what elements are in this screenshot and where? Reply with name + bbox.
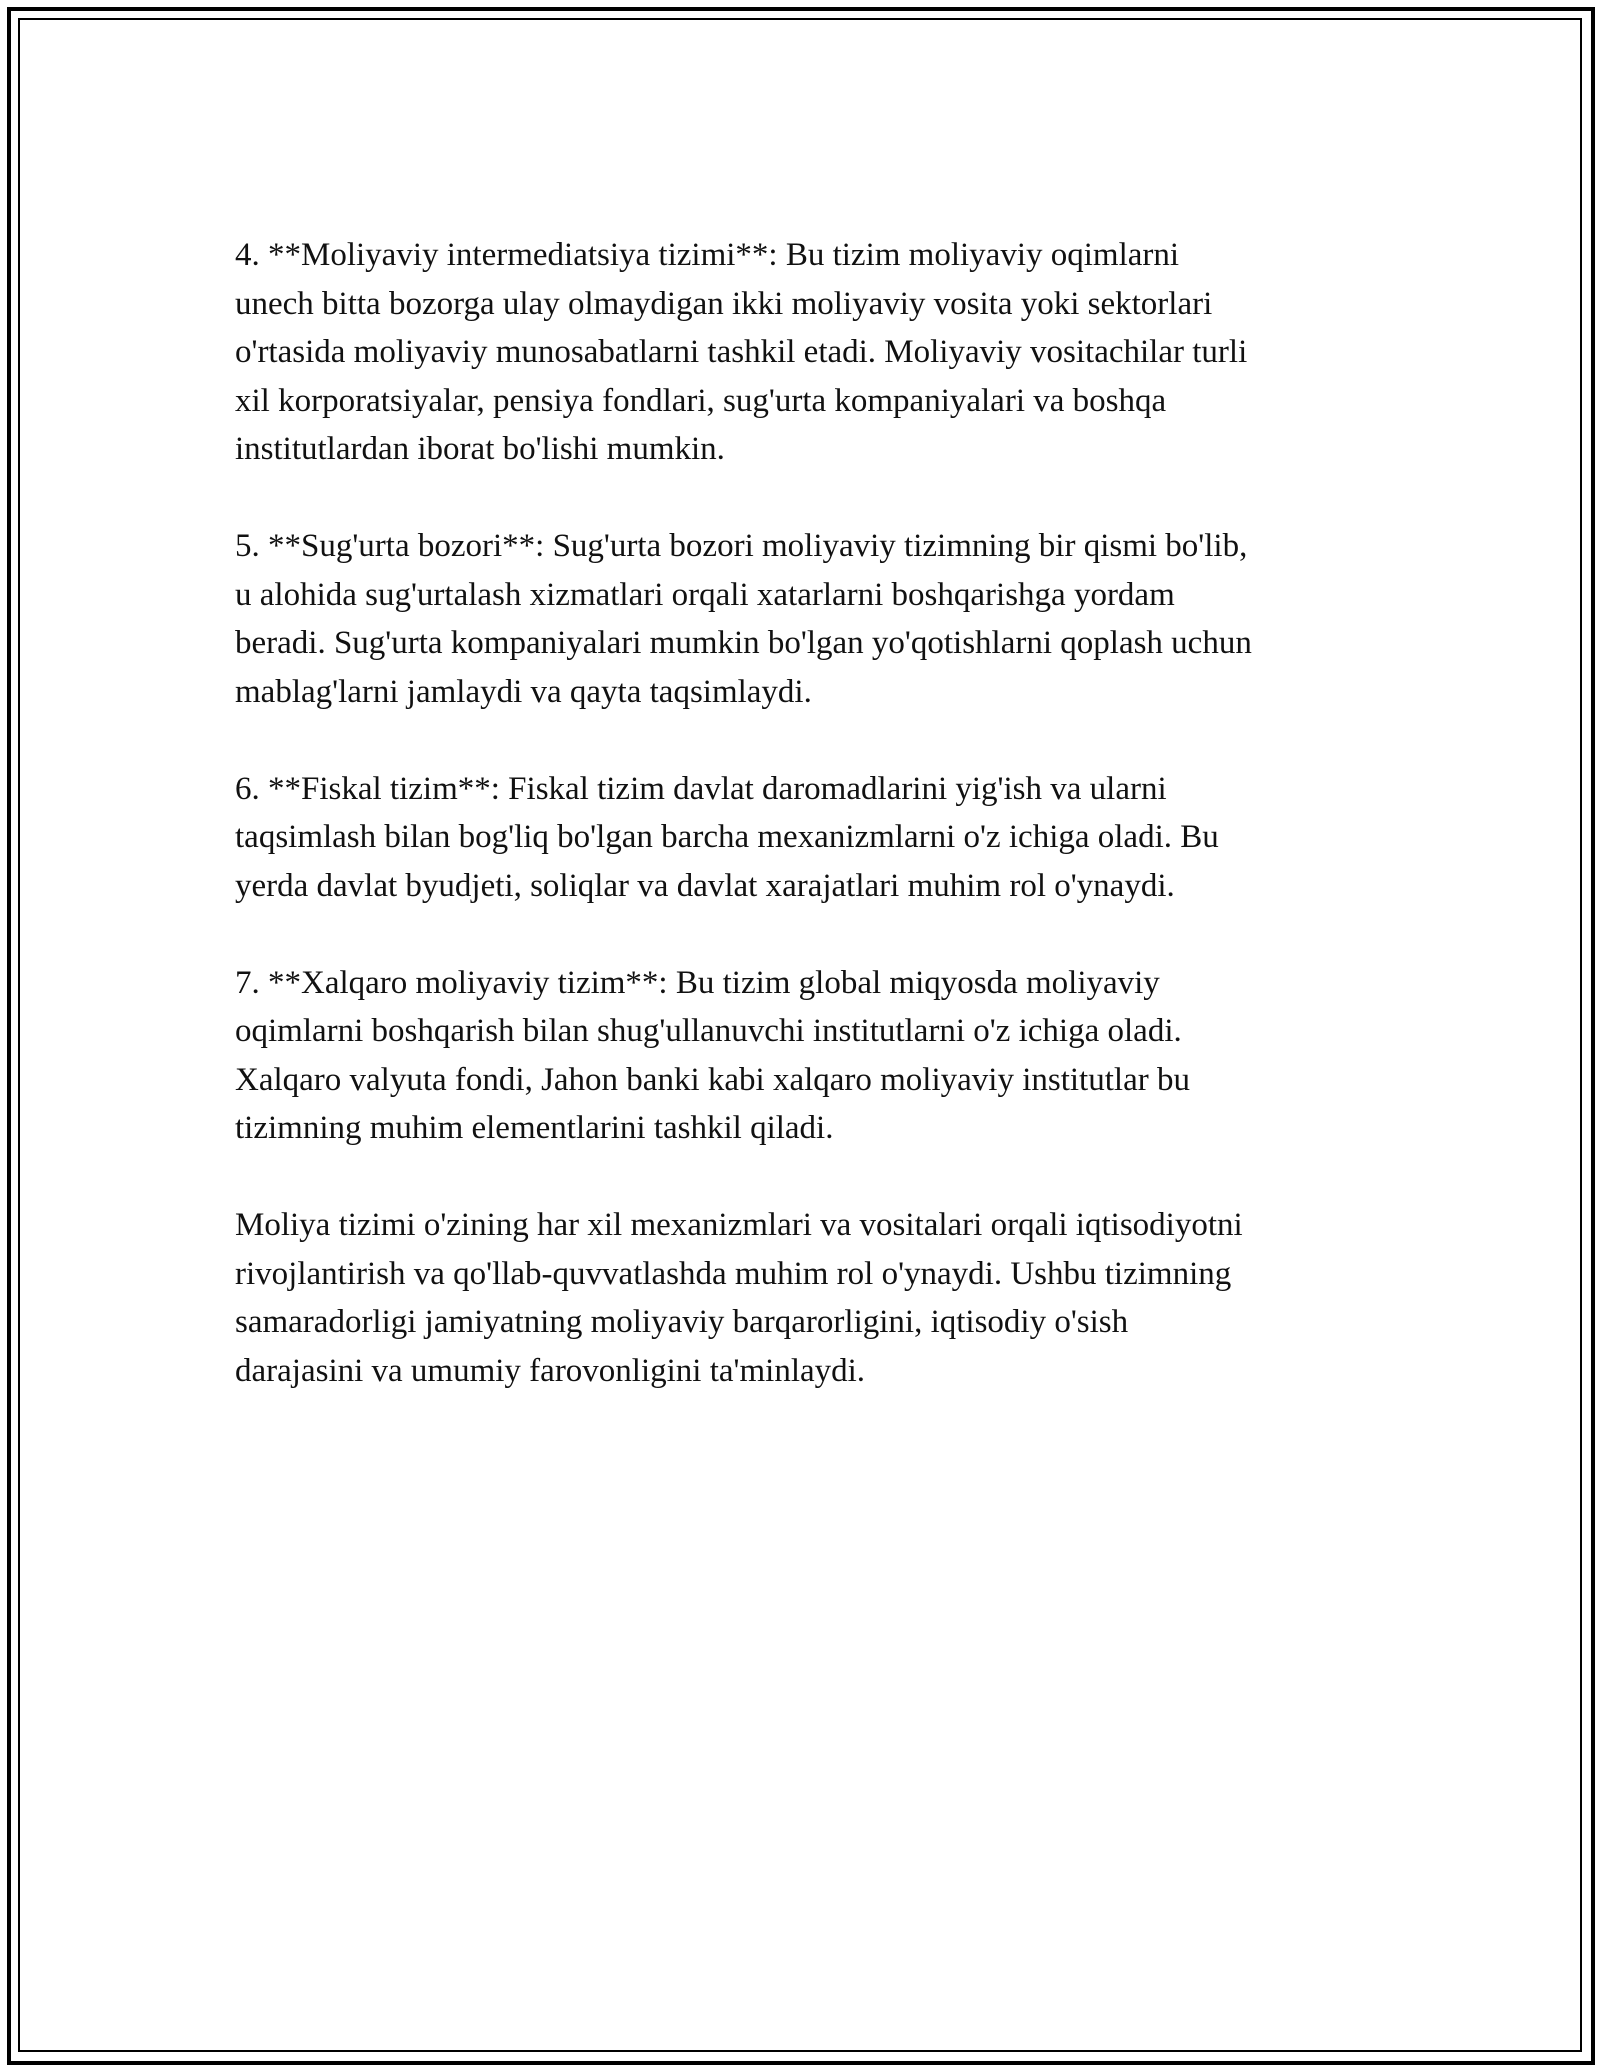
paragraph-international-financial-system: 7. **Xalqaro moliyaviy tizim**: Bu tizim global miqyosda moliyaviy oqimlarni boshqarish bilan shug'ullanuvchi institutlarni o'z ichiga oladi. Xalqaro valyuta fondi, Jahon banki kabi xalqaro moliyaviy institutlar bu tizimning muhim elementlarini tashkil qiladi. [235, 964, 1190, 1146]
paragraph-insurance-market: 5. **Sug'urta bozori**: Sug'urta bozori moliyaviy tizimning bir qismi bo'lib, u alohida sug'urtalash xizmatlari orqali xatarlarni boshqarishga yordam beradi. Sug'urta kompaniyalari mumkin bo'lgan yo'qotishlarni qoplash uchun mablag'larni jamlaydi va qayta taqsimlaydi. [235, 528, 1252, 710]
paragraph-conclusion: Moliya tizimi o'zining har xil mexanizmlari va vositalari orqali iqtisodiyotni rivojlantirish va qo'llab-quvvatlashda muhim rol o'ynaydi. Ushbu tizimning samaradorligi jamiyatning moliyaviy barqarorligini, iqtisodiy o'sish darajasini va umumiy farovonligini ta'minlaydi. [235, 1207, 1243, 1389]
document-body [235, 231, 1375, 1444]
paragraph-fiscal-system: 6. **Fiskal tizim**: Fiskal tizim davlat daromadlarini yig'ish va ularni taqsimlash bilan bog'liq bo'lgan barcha mexanizmlarni o'z ichiga oladi. Bu yerda davlat byudjeti, soliqlar va davlat xarajatlari muhim rol o'ynaydi. [235, 770, 1219, 904]
paragraph-financial-intermediation: 4. **Moliyaviy intermediatsiya tizimi**: Bu tizim moliyaviy oqimlarni unech bitta bozorga ulay olmaydigan ikki moliyaviy vosita yoki sektorlari o'rtasida moliyaviy munosabatlarni tashkil etadi. Moliyaviy vositachilar turli xil korporatsiyalar, pensiya fondlari, sug'urta kompaniyalari va boshqa institutlardan iborat bo'lishi mumkin. [235, 237, 1248, 467]
